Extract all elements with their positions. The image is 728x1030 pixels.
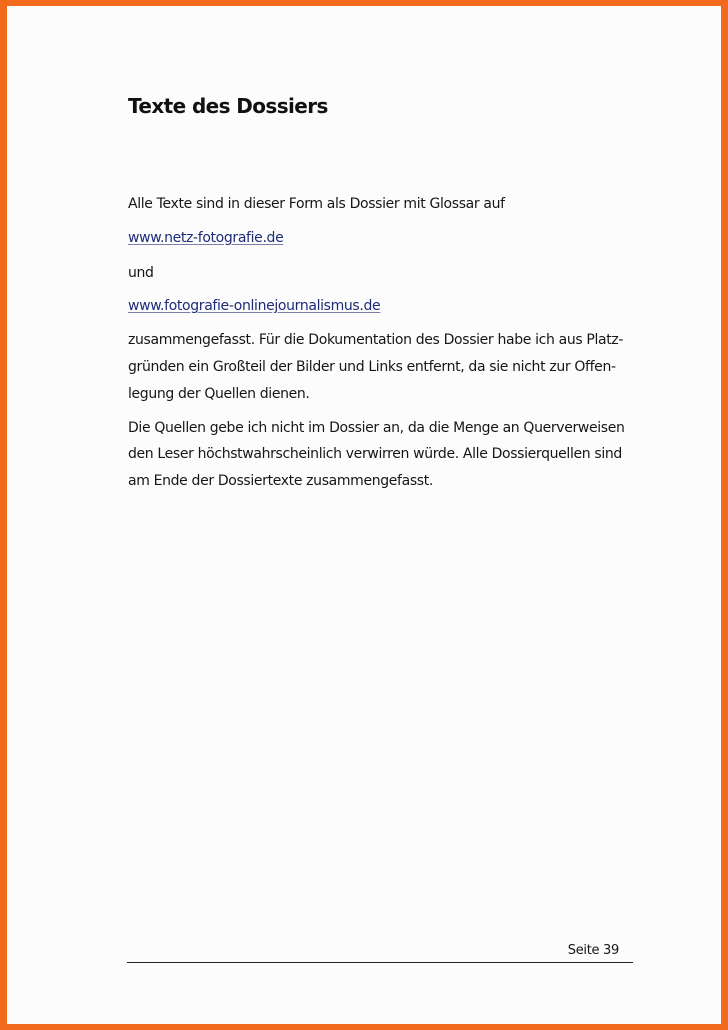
paragraph-2-line-1: zusammengefasst. Für die Dokumentation des Dossier habe ich aus Platz-: [128, 332, 624, 348]
connector-text: und: [128, 265, 154, 281]
paragraph-3-line-2: den Leser höchstwahrscheinlich verwirren würde. Alle Dossierquellen sind: [128, 446, 622, 462]
intro-text-line: Alle Texte sind in dieser Form als Dossier mit Glossar auf: [128, 196, 505, 212]
footer-divider: [127, 962, 633, 963]
netz-fotografie-link[interactable]: www.netz-fotografie.de: [128, 230, 284, 246]
paragraph-3-line-3: am Ende der Dossiertexte zusammengefasst.: [128, 473, 433, 489]
page-title: Texte des Dossiers: [128, 94, 328, 118]
page-number: Seite 39: [567, 943, 619, 958]
paragraph-2-line-3: legung der Quellen dienen.: [128, 386, 310, 402]
fotografie-onlinejournalismus-link[interactable]: www.fotografie-onlinejournalismus.de: [128, 298, 381, 314]
paragraph-2-line-2: gründen ein Großteil der Bilder und Links entfernt, da sie nicht zur Offen-: [128, 359, 616, 375]
paragraph-3-line-1: Die Quellen gebe ich nicht im Dossier an, da die Menge an Querverweisen: [128, 420, 625, 436]
